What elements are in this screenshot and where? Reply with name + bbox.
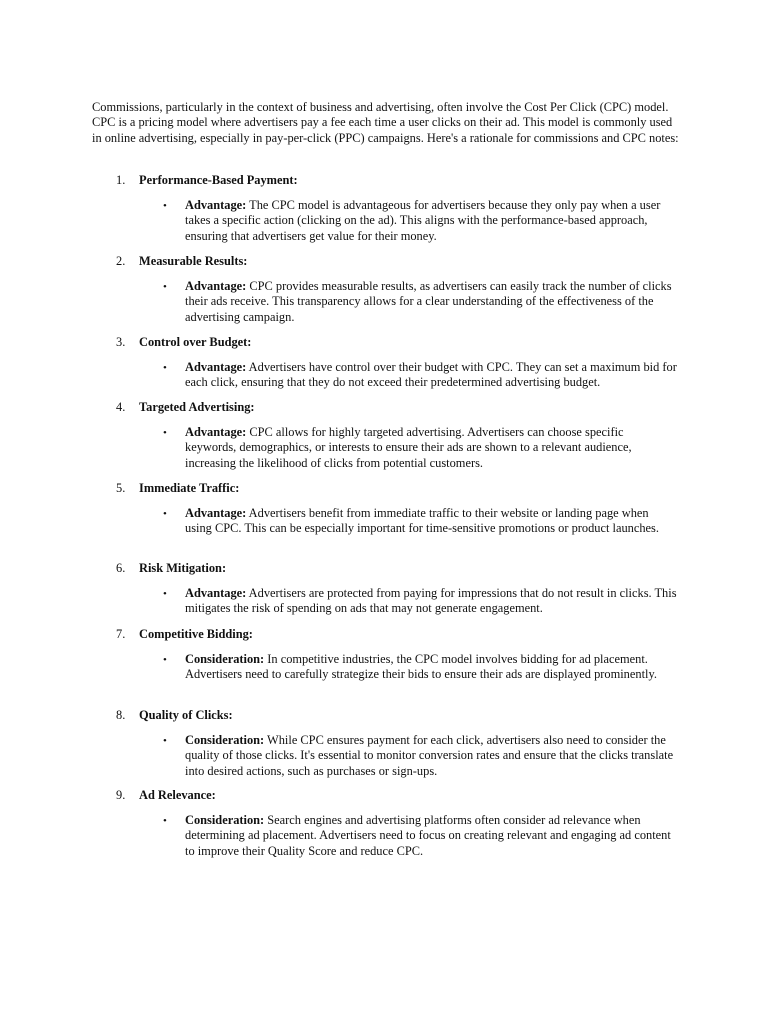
- bullet-icon: •: [163, 362, 167, 374]
- item-paragraph: [185, 198, 677, 244]
- item-number: 5.: [116, 481, 126, 495]
- bullet-icon: •: [163, 200, 167, 212]
- item-label: Consideration:: [185, 652, 265, 666]
- item-text: Advertisers are protected from paying for impressions that do not result in clicks. This mitigates the risk of spending on ads that may not generate engagement.: [185, 586, 677, 616]
- item-paragraph: [185, 360, 677, 391]
- item-text: CPC provides measurable results, as advertisers can easily track the number of clicks their ads receive. This transparency allows for a clear understanding of the effectiveness of the advertising campaign.: [185, 279, 672, 324]
- item-text: Search engines and advertising platforms often consider ad relevance when determining ad placement. Advertisers need to focus on creating relevant and engaging ad content to improve their Quality Score and reduce CPC.: [185, 813, 671, 858]
- item-text: In competitive industries, the CPC model involves bidding for ad placement. Advertisers need to carefully strategize their bids to ensure their ads are displayed prominently.: [185, 652, 657, 682]
- item-paragraph: [185, 279, 677, 325]
- bullet-icon: •: [163, 654, 167, 666]
- item-label: Advantage:: [185, 198, 247, 212]
- item-paragraph: [185, 652, 677, 683]
- item-title: Performance-Based Payment:: [139, 173, 298, 187]
- item-number: 8.: [116, 708, 126, 722]
- item-label: Advantage:: [185, 506, 247, 520]
- intro-paragraph: Commissions, particularly in the context of business and advertising, often involve the Cost Per Click (CPC) model. CPC is a pricing model where advertisers pay a fee each time a user clicks on their ad. This model is commonly used in online advertising, especially in pay-per-click (PPC) campaigns. Here's a rationale for commissions and CPC notes:: [92, 100, 679, 145]
- item-paragraph: [185, 813, 677, 859]
- item-text: CPC allows for highly targeted advertising. Advertisers can choose specific keywords, demographics, or interests to ensure their ads are shown to a relevant audience, increasing the likelihood of clicks from potential customers.: [185, 425, 632, 470]
- bullet-icon: •: [163, 508, 167, 520]
- item-label: Advantage:: [185, 425, 247, 439]
- item-text: While CPC ensures payment for each click, advertisers also need to consider the quality of those clicks. It's essential to monitor conversion rates and ensure that the clicks translate into desired actions, such as purchases or sign-ups.: [185, 733, 674, 778]
- item-title: Targeted Advertising:: [139, 400, 255, 414]
- item-title: Ad Relevance:: [139, 788, 216, 802]
- item-text: The CPC model is advantageous for advertisers because they only pay when a user takes a specific action (clicking on the ad). This aligns with the performance-based approach, ensuring that advertisers get value for their money.: [185, 198, 661, 243]
- item-label: Consideration:: [185, 733, 265, 747]
- item-paragraph: [185, 425, 677, 471]
- item-number: 6.: [116, 561, 126, 575]
- item-label: Advantage:: [185, 279, 247, 293]
- item-number: 1.: [116, 173, 126, 187]
- item-paragraph: [185, 733, 677, 779]
- item-title: Measurable Results:: [139, 254, 248, 268]
- bullet-icon: •: [163, 281, 167, 293]
- item-number: 4.: [116, 400, 126, 414]
- item-label: Advantage:: [185, 586, 247, 600]
- bullet-icon: •: [163, 815, 167, 827]
- item-number: 3.: [116, 335, 126, 349]
- item-title: Control over Budget:: [139, 335, 252, 349]
- bullet-icon: •: [163, 588, 167, 600]
- item-number: 7.: [116, 627, 126, 641]
- item-paragraph: [185, 506, 677, 537]
- item-title: Immediate Traffic:: [139, 481, 240, 495]
- bullet-icon: •: [163, 427, 167, 439]
- item-title: Quality of Clicks:: [139, 708, 233, 722]
- item-label: Advantage:: [185, 360, 247, 374]
- item-text: Advertisers have control over their budget with CPC. They can set a maximum bid for each click, ensuring that they do not exceed their predetermined advertising budget.: [185, 360, 677, 390]
- item-text: Advertisers benefit from immediate traffic to their website or landing page when using CPC. This can be especially important for time-sensitive promotions or product launches.: [185, 506, 659, 536]
- item-title: Competitive Bidding:: [139, 627, 253, 641]
- item-title: Risk Mitigation:: [139, 561, 227, 575]
- item-number: 2.: [116, 254, 126, 268]
- item-label: Consideration:: [185, 813, 265, 827]
- item-paragraph: [185, 586, 677, 617]
- bullet-icon: •: [163, 735, 167, 747]
- item-number: 9.: [116, 788, 126, 802]
